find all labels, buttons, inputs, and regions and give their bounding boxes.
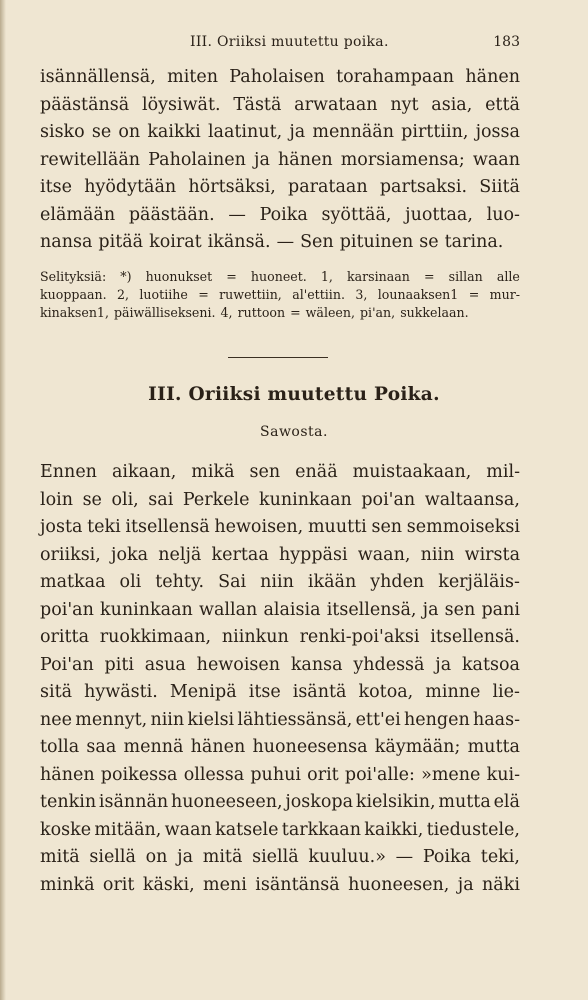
word: elä xyxy=(493,792,520,812)
word: se xyxy=(82,489,102,510)
word: piti xyxy=(104,654,134,675)
word: tiedustele, xyxy=(426,819,520,840)
word: kuoppaan. xyxy=(40,287,107,302)
word: Perkele xyxy=(182,489,250,510)
word: kaikki, xyxy=(364,819,424,840)
word: Poi'an xyxy=(40,654,94,675)
word: syöttää, xyxy=(321,204,392,225)
word: ollessa xyxy=(183,764,245,785)
word: semmoiseksi xyxy=(406,517,520,537)
word: hywästi. xyxy=(84,682,158,702)
word: Paholaisen xyxy=(229,67,325,87)
text-line xyxy=(40,229,520,257)
word: = xyxy=(226,269,237,284)
word: waan xyxy=(472,149,520,170)
text-line xyxy=(40,119,520,147)
word: elämään xyxy=(40,204,116,225)
word: mitä xyxy=(202,847,243,867)
page-header xyxy=(40,34,520,54)
word: kielsi xyxy=(187,709,235,730)
text-line xyxy=(40,817,520,845)
word: sen xyxy=(371,517,403,537)
word: waan xyxy=(164,819,212,840)
word: ruttoon xyxy=(237,305,286,320)
word: sisko xyxy=(40,122,85,142)
word: enää xyxy=(295,462,338,482)
text-line xyxy=(40,147,520,175)
word: hewoisen xyxy=(196,654,281,675)
word: hyppäsi xyxy=(278,544,348,565)
word: sen xyxy=(249,462,281,482)
word: ja xyxy=(435,654,452,675)
text-line xyxy=(40,624,520,652)
word: poikessa xyxy=(100,764,178,785)
word: wallan xyxy=(198,599,258,620)
section-title: III. Oriiksi muutettu Poika. xyxy=(148,384,440,405)
word: lie- xyxy=(492,682,520,702)
word: pirttiin, xyxy=(401,122,469,142)
word: Sen xyxy=(300,232,334,252)
word: sai xyxy=(148,489,174,510)
word: 1, xyxy=(320,269,333,284)
word: renki-poi'aksi xyxy=(299,627,420,647)
word: yhdessä xyxy=(353,654,425,675)
word: kuninkaan xyxy=(100,599,193,620)
word: huonukset xyxy=(145,269,213,284)
text-line xyxy=(40,304,520,322)
word: Sai xyxy=(218,572,247,592)
word: sukkelaan. xyxy=(400,305,469,320)
word: nyt xyxy=(390,94,419,115)
word: = xyxy=(290,305,301,320)
word: teki xyxy=(87,517,121,537)
word: teki, xyxy=(480,847,520,867)
word: niinkun xyxy=(221,627,289,647)
word: meni xyxy=(203,874,247,895)
word: sen xyxy=(444,599,476,620)
word: huoneesen, xyxy=(348,874,450,895)
page-binding-edge xyxy=(0,0,6,1000)
word: karsinaan xyxy=(347,269,410,284)
text-line xyxy=(40,652,520,680)
text-line xyxy=(40,844,520,872)
word: 2, xyxy=(116,287,130,302)
word: että xyxy=(485,94,520,115)
text-line xyxy=(40,64,520,92)
word: päästänsä xyxy=(40,94,130,115)
word: on xyxy=(118,122,141,142)
word: sitä xyxy=(40,682,73,702)
text-line xyxy=(40,459,520,487)
word: — xyxy=(228,204,246,225)
word: isännän xyxy=(98,792,169,812)
word: pi'an, xyxy=(360,305,396,320)
word: = xyxy=(423,269,435,284)
word: Paholainen xyxy=(148,149,246,170)
word: arwataan xyxy=(294,94,378,115)
page-number: 183 xyxy=(493,34,520,50)
word: sillan xyxy=(448,269,483,284)
word: joka xyxy=(111,544,149,565)
word: nansa xyxy=(40,232,93,252)
word: pitää xyxy=(98,232,144,252)
word: ikänsä. xyxy=(207,232,271,252)
word: orit xyxy=(307,764,339,785)
word: wirsta xyxy=(464,544,520,565)
text-line xyxy=(40,679,520,707)
section-divider xyxy=(228,357,328,358)
word: itsellensä, xyxy=(326,599,417,620)
word: poi'an xyxy=(40,599,94,620)
word: se xyxy=(91,122,112,142)
word: »mene xyxy=(421,764,481,785)
word: hänen xyxy=(277,149,333,170)
word: Siitä xyxy=(479,177,520,197)
word: muistaakaan, xyxy=(352,462,472,482)
word: käski, xyxy=(142,874,195,895)
word: Poika xyxy=(259,204,308,225)
word: oritta xyxy=(40,627,89,647)
word: lounaaksen1 xyxy=(377,287,459,302)
word: katsele xyxy=(215,819,279,840)
word: on xyxy=(145,847,168,867)
running-head: III. Oriiksi muutettu poika. xyxy=(190,34,389,50)
word: loin xyxy=(40,489,74,510)
word: wäleen, xyxy=(305,305,355,320)
word: orit xyxy=(102,874,135,895)
word: saa xyxy=(86,737,117,757)
word: waltaansa, xyxy=(424,489,520,510)
word: löysiwät. xyxy=(141,94,221,115)
word: ja xyxy=(422,599,439,620)
word: siellä xyxy=(89,847,136,867)
word: ett'ei xyxy=(355,709,401,730)
word: kuuluu.» xyxy=(308,847,386,867)
word: päästään. xyxy=(128,204,215,225)
word: itsellensä. xyxy=(430,627,520,647)
word: päiwällisekseni. xyxy=(113,305,216,320)
word: tehty. xyxy=(155,572,205,592)
word: kuninkaan xyxy=(259,489,352,510)
word: mennä xyxy=(123,737,184,757)
word: niin xyxy=(420,544,455,565)
word: 3, xyxy=(355,287,368,302)
word: oli xyxy=(119,572,142,592)
text-line xyxy=(40,734,520,762)
word: rewitellään xyxy=(40,149,141,170)
word: pituinen xyxy=(339,232,414,252)
text-line xyxy=(40,569,520,597)
word: minne xyxy=(425,682,481,702)
word: asua xyxy=(144,654,186,675)
word: itse xyxy=(40,177,72,197)
word: hyödytään xyxy=(84,177,177,197)
word: hewoisen, xyxy=(214,517,304,537)
text-line xyxy=(40,487,520,515)
word: ja xyxy=(289,122,306,142)
word: hengen xyxy=(403,709,470,730)
text-line xyxy=(40,707,520,735)
word: näki xyxy=(482,874,520,895)
text-line xyxy=(40,202,520,230)
word: isäntä xyxy=(292,682,347,702)
word: mennään xyxy=(312,122,394,142)
word: mennyt, xyxy=(75,709,148,730)
word: mitä xyxy=(40,847,80,867)
word: isännällensä, xyxy=(40,67,156,87)
word: kinaksen1, xyxy=(40,305,109,320)
word: tenkin xyxy=(40,792,97,812)
word: asia, xyxy=(431,94,473,115)
word: Tästä xyxy=(233,94,282,115)
section-subtitle: Sawosta. xyxy=(260,424,328,440)
word: jossa xyxy=(475,122,520,142)
word: mil- xyxy=(486,462,520,482)
word: katsoa xyxy=(461,654,520,675)
word: ja xyxy=(254,149,270,170)
word: tarina. xyxy=(444,232,504,252)
word: itsellensä xyxy=(125,517,210,537)
word: ja xyxy=(457,874,474,895)
word: Menipä xyxy=(169,682,237,702)
word: mur- xyxy=(489,287,520,302)
text-line xyxy=(40,872,520,900)
word: torahampaan xyxy=(336,67,455,87)
word: — xyxy=(276,232,295,252)
word: parataan xyxy=(288,177,368,197)
word: puhui xyxy=(250,764,301,785)
word: poi'an xyxy=(361,489,416,510)
word: kui- xyxy=(486,764,520,785)
word: kaikki xyxy=(147,122,201,142)
word: mutta xyxy=(467,737,520,757)
word: alle xyxy=(496,269,520,284)
word: mikä xyxy=(191,462,235,482)
word: juottaa, xyxy=(405,204,473,225)
word: ruokkimaan, xyxy=(99,627,212,647)
intro-paragraph xyxy=(40,64,520,257)
text-line xyxy=(40,514,520,542)
word: Selityksiä: xyxy=(40,269,107,284)
word: huoneesensa xyxy=(252,737,368,757)
word: matkaa xyxy=(40,572,106,592)
word: laatinut, xyxy=(207,122,283,142)
word: al'ettiin. xyxy=(292,287,345,302)
word: joskopa xyxy=(285,792,354,812)
word: hänen xyxy=(465,67,520,87)
word: niin xyxy=(260,572,294,592)
word: *) xyxy=(120,269,132,284)
word: oli, xyxy=(111,489,139,510)
word: poi'alle: xyxy=(344,764,415,785)
word: alaisia xyxy=(263,599,321,620)
word: Poika xyxy=(422,847,472,867)
text-line xyxy=(40,597,520,625)
word: kertaa xyxy=(211,544,269,565)
word: = xyxy=(468,287,480,302)
word: partsaksi. xyxy=(379,177,468,197)
word: neljä xyxy=(158,544,202,565)
word: josta xyxy=(40,517,83,537)
word: pani xyxy=(481,599,520,620)
word: mutta xyxy=(438,792,491,812)
word: isäntänsä xyxy=(255,874,340,895)
word: muutti xyxy=(307,517,367,537)
text-line xyxy=(40,286,520,304)
text-line xyxy=(40,762,520,790)
word: mitään, xyxy=(94,819,162,840)
word: se xyxy=(419,232,439,252)
word: kerjäläis- xyxy=(438,572,520,592)
word: yhden xyxy=(370,572,425,592)
word: ja xyxy=(177,847,194,867)
word: nee xyxy=(40,709,72,730)
word: hänen xyxy=(190,737,246,757)
text-line xyxy=(40,92,520,120)
word: minkä xyxy=(40,874,95,895)
word: koirat xyxy=(149,232,202,252)
word: huoneet. xyxy=(250,269,307,284)
word: lähtiessänsä, xyxy=(237,709,353,730)
word: ikään xyxy=(307,572,357,592)
word: kielsikin, xyxy=(355,792,436,812)
word: siellä xyxy=(252,847,299,867)
word: kansa xyxy=(290,654,343,675)
text-line xyxy=(40,174,520,202)
word: Ennen xyxy=(40,462,97,482)
word: waan, xyxy=(357,544,411,565)
word: aikaan, xyxy=(111,462,177,482)
story-paragraph xyxy=(40,459,520,899)
word: haas- xyxy=(472,709,520,730)
word: hänen xyxy=(40,764,95,785)
text-line xyxy=(40,789,520,817)
word: — xyxy=(395,847,414,867)
word: miten xyxy=(167,67,218,87)
word: hörtsäksi, xyxy=(188,177,276,197)
word: oriiksi, xyxy=(40,544,101,565)
word: luo- xyxy=(486,204,520,225)
word: huoneeseen, xyxy=(170,792,283,812)
text-line xyxy=(40,542,520,570)
word: kotoa, xyxy=(358,682,414,702)
word: morsiamensa; xyxy=(340,149,465,170)
word: itse xyxy=(248,682,281,702)
word: 4, xyxy=(220,305,233,320)
word: tarkkaan xyxy=(281,819,361,840)
word: koske xyxy=(40,819,92,840)
word: = xyxy=(198,287,209,302)
word: luotiihe xyxy=(139,287,188,302)
word: käymään; xyxy=(374,737,461,757)
word: tolla xyxy=(40,737,80,757)
word: niin xyxy=(150,709,185,730)
word: ruwettiin, xyxy=(219,287,282,302)
footnotes xyxy=(40,268,520,322)
text-line xyxy=(40,268,520,286)
